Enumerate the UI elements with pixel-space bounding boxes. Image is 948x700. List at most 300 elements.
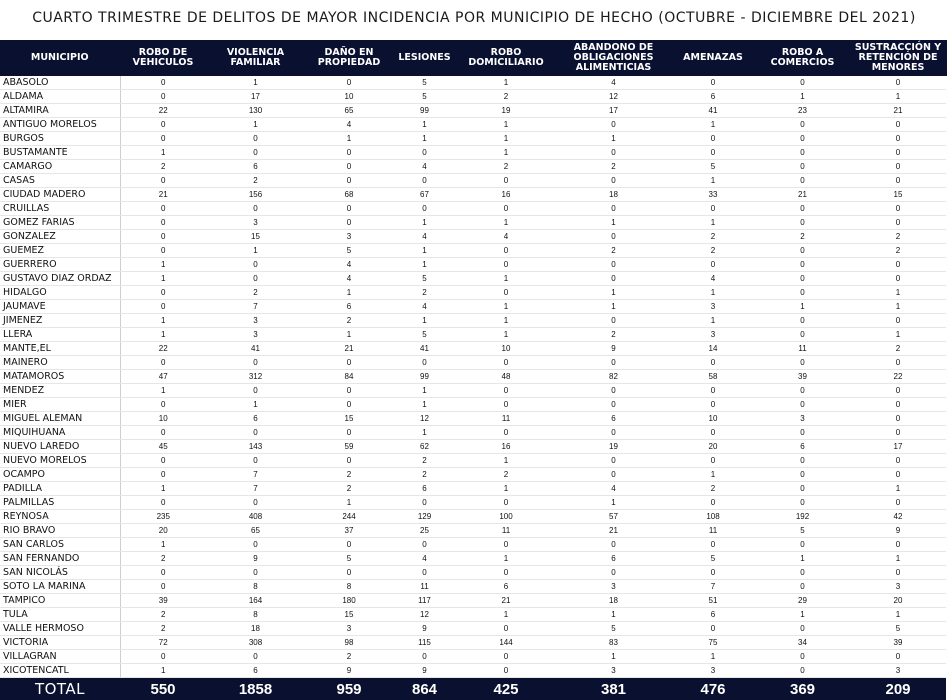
value-cell: 4 bbox=[556, 482, 671, 496]
municipio-cell: SOTO LA MARINA bbox=[0, 580, 120, 594]
value-cell: 2 bbox=[393, 454, 456, 468]
value-cell: 0 bbox=[850, 216, 946, 230]
table-row bbox=[0, 398, 946, 412]
value-cell: 0 bbox=[120, 454, 206, 468]
value-cell: 0 bbox=[456, 566, 556, 580]
value-cell: 7 bbox=[206, 482, 305, 496]
value-cell: 9 bbox=[206, 552, 305, 566]
value-cell: 1 bbox=[850, 90, 946, 104]
value-cell: 129 bbox=[393, 510, 456, 524]
value-cell: 6 bbox=[206, 664, 305, 678]
value-cell: 0 bbox=[755, 258, 850, 272]
total-value: 381 bbox=[556, 678, 671, 700]
value-cell: 16 bbox=[456, 188, 556, 202]
value-cell: 34 bbox=[755, 636, 850, 650]
value-cell: 0 bbox=[556, 314, 671, 328]
value-cell: 0 bbox=[556, 118, 671, 132]
value-cell: 0 bbox=[456, 174, 556, 188]
value-cell: 1 bbox=[120, 482, 206, 496]
value-cell: 0 bbox=[120, 202, 206, 216]
value-cell: 9 bbox=[556, 342, 671, 356]
table-row bbox=[0, 272, 946, 286]
value-cell: 1 bbox=[755, 608, 850, 622]
value-cell: 3 bbox=[671, 300, 755, 314]
value-cell: 99 bbox=[393, 104, 456, 118]
value-cell: 0 bbox=[120, 468, 206, 482]
value-cell: 9 bbox=[393, 664, 456, 678]
value-cell: 25 bbox=[393, 524, 456, 538]
value-cell: 0 bbox=[305, 146, 393, 160]
value-cell: 0 bbox=[556, 468, 671, 482]
value-cell: 115 bbox=[393, 636, 456, 650]
municipio-cell: MIER bbox=[0, 398, 120, 412]
value-cell: 1 bbox=[456, 300, 556, 314]
value-cell: 5 bbox=[305, 552, 393, 566]
value-cell: 2 bbox=[850, 244, 946, 258]
value-cell: 1 bbox=[850, 552, 946, 566]
value-cell: 0 bbox=[120, 230, 206, 244]
header-row bbox=[0, 40, 946, 76]
value-cell: 5 bbox=[393, 90, 456, 104]
value-cell: 19 bbox=[456, 104, 556, 118]
value-cell: 57 bbox=[556, 510, 671, 524]
value-cell: 0 bbox=[671, 76, 755, 90]
value-cell: 1 bbox=[456, 146, 556, 160]
table-row bbox=[0, 202, 946, 216]
value-cell: 39 bbox=[755, 370, 850, 384]
col-header-abandono-obligaciones: ABANDONO DE OBLIGACIONES ALIMENTICIAS bbox=[556, 40, 671, 76]
municipio-cell: VALLE HERMOSO bbox=[0, 622, 120, 636]
value-cell: 5 bbox=[556, 622, 671, 636]
value-cell: 0 bbox=[305, 426, 393, 440]
municipio-cell: HIDALGO bbox=[0, 286, 120, 300]
value-cell: 0 bbox=[393, 650, 456, 664]
value-cell: 29 bbox=[755, 594, 850, 608]
value-cell: 0 bbox=[850, 412, 946, 426]
table-row bbox=[0, 482, 946, 496]
value-cell: 0 bbox=[755, 426, 850, 440]
page-title: CUARTO TRIMESTRE DE DELITOS DE MAYOR INCIDENCIA POR MUNICIPIO DE HECHO (OCTUBRE - DICIEMBRE DEL 2021) bbox=[0, 10, 948, 26]
value-cell: 4 bbox=[671, 272, 755, 286]
value-cell: 10 bbox=[456, 342, 556, 356]
municipio-cell: SAN NICOLÁS bbox=[0, 566, 120, 580]
value-cell: 108 bbox=[671, 510, 755, 524]
value-cell: 0 bbox=[456, 398, 556, 412]
value-cell: 0 bbox=[755, 454, 850, 468]
value-cell: 8 bbox=[305, 580, 393, 594]
value-cell: 1 bbox=[206, 244, 305, 258]
table-row bbox=[0, 356, 946, 370]
value-cell: 1 bbox=[850, 608, 946, 622]
value-cell: 0 bbox=[850, 650, 946, 664]
value-cell: 0 bbox=[206, 454, 305, 468]
value-cell: 2 bbox=[393, 468, 456, 482]
value-cell: 75 bbox=[671, 636, 755, 650]
value-cell: 15 bbox=[206, 230, 305, 244]
value-cell: 10 bbox=[671, 412, 755, 426]
table-row bbox=[0, 132, 946, 146]
municipio-cell: GOMEZ FARIAS bbox=[0, 216, 120, 230]
value-cell: 2 bbox=[206, 174, 305, 188]
value-cell: 0 bbox=[671, 454, 755, 468]
value-cell: 21 bbox=[120, 188, 206, 202]
value-cell: 18 bbox=[556, 188, 671, 202]
value-cell: 21 bbox=[850, 104, 946, 118]
value-cell: 1 bbox=[456, 482, 556, 496]
municipio-cell: LLERA bbox=[0, 328, 120, 342]
value-cell: 0 bbox=[393, 566, 456, 580]
value-cell: 0 bbox=[120, 286, 206, 300]
value-cell: 180 bbox=[305, 594, 393, 608]
value-cell: 0 bbox=[671, 398, 755, 412]
table-row bbox=[0, 216, 946, 230]
value-cell: 1 bbox=[755, 552, 850, 566]
table-row bbox=[0, 524, 946, 538]
value-cell: 3 bbox=[556, 580, 671, 594]
value-cell: 0 bbox=[755, 146, 850, 160]
value-cell: 1 bbox=[556, 300, 671, 314]
value-cell: 39 bbox=[120, 594, 206, 608]
value-cell: 10 bbox=[305, 90, 393, 104]
value-cell: 0 bbox=[671, 132, 755, 146]
value-cell: 0 bbox=[456, 258, 556, 272]
value-cell: 0 bbox=[305, 160, 393, 174]
municipio-cell: MANTE,EL bbox=[0, 342, 120, 356]
value-cell: 22 bbox=[120, 104, 206, 118]
municipio-cell: NUEVO MORELOS bbox=[0, 454, 120, 468]
value-cell: 72 bbox=[120, 636, 206, 650]
table-row bbox=[0, 538, 946, 552]
value-cell: 0 bbox=[120, 76, 206, 90]
value-cell: 0 bbox=[120, 426, 206, 440]
value-cell: 0 bbox=[305, 454, 393, 468]
value-cell: 164 bbox=[206, 594, 305, 608]
value-cell: 0 bbox=[393, 538, 456, 552]
value-cell: 5 bbox=[305, 244, 393, 258]
value-cell: 0 bbox=[120, 132, 206, 146]
value-cell: 0 bbox=[393, 202, 456, 216]
value-cell: 100 bbox=[456, 510, 556, 524]
municipio-cell: SAN FERNANDO bbox=[0, 552, 120, 566]
value-cell: 1 bbox=[393, 384, 456, 398]
value-cell: 4 bbox=[305, 118, 393, 132]
table-row bbox=[0, 146, 946, 160]
value-cell: 0 bbox=[556, 258, 671, 272]
value-cell: 0 bbox=[755, 566, 850, 580]
municipio-cell: GUERRERO bbox=[0, 258, 120, 272]
value-cell: 0 bbox=[206, 356, 305, 370]
table-row bbox=[0, 636, 946, 650]
value-cell: 18 bbox=[556, 594, 671, 608]
municipio-cell: CIUDAD MADERO bbox=[0, 188, 120, 202]
table-row bbox=[0, 300, 946, 314]
value-cell: 1 bbox=[120, 314, 206, 328]
value-cell: 0 bbox=[671, 202, 755, 216]
value-cell: 11 bbox=[671, 524, 755, 538]
value-cell: 0 bbox=[556, 454, 671, 468]
municipio-cell: PADILLA bbox=[0, 482, 120, 496]
table-row bbox=[0, 286, 946, 300]
value-cell: 0 bbox=[755, 174, 850, 188]
value-cell: 51 bbox=[671, 594, 755, 608]
value-cell: 12 bbox=[393, 412, 456, 426]
value-cell: 0 bbox=[206, 272, 305, 286]
value-cell: 0 bbox=[850, 496, 946, 510]
value-cell: 3 bbox=[850, 664, 946, 678]
value-cell: 19 bbox=[556, 440, 671, 454]
value-cell: 0 bbox=[850, 202, 946, 216]
col-header-dano-propiedad: DAÑO EN PROPIEDAD bbox=[305, 40, 393, 76]
value-cell: 0 bbox=[456, 622, 556, 636]
value-cell: 0 bbox=[206, 426, 305, 440]
value-cell: 21 bbox=[556, 524, 671, 538]
value-cell: 1 bbox=[456, 454, 556, 468]
table-row bbox=[0, 188, 946, 202]
value-cell: 0 bbox=[206, 496, 305, 510]
value-cell: 2 bbox=[206, 286, 305, 300]
value-cell: 22 bbox=[120, 342, 206, 356]
totals-row bbox=[0, 678, 946, 700]
municipio-cell: XICOTENCATL bbox=[0, 664, 120, 678]
value-cell: 98 bbox=[305, 636, 393, 650]
value-cell: 6 bbox=[206, 412, 305, 426]
value-cell: 0 bbox=[120, 216, 206, 230]
value-cell: 0 bbox=[206, 650, 305, 664]
table-row bbox=[0, 118, 946, 132]
value-cell: 1 bbox=[755, 90, 850, 104]
value-cell: 1 bbox=[393, 216, 456, 230]
value-cell: 65 bbox=[206, 524, 305, 538]
value-cell: 1 bbox=[206, 76, 305, 90]
value-cell: 21 bbox=[305, 342, 393, 356]
value-cell: 0 bbox=[120, 580, 206, 594]
value-cell: 10 bbox=[120, 412, 206, 426]
table-row bbox=[0, 468, 946, 482]
value-cell: 1 bbox=[456, 118, 556, 132]
value-cell: 3 bbox=[850, 580, 946, 594]
value-cell: 12 bbox=[556, 90, 671, 104]
value-cell: 0 bbox=[206, 538, 305, 552]
table-row bbox=[0, 104, 946, 118]
value-cell: 22 bbox=[850, 370, 946, 384]
municipio-cell: ANTIGUO MORELOS bbox=[0, 118, 120, 132]
value-cell: 0 bbox=[456, 664, 556, 678]
municipio-cell: MIQUIHUANA bbox=[0, 426, 120, 440]
value-cell: 1 bbox=[850, 300, 946, 314]
value-cell: 2 bbox=[456, 468, 556, 482]
value-cell: 6 bbox=[556, 412, 671, 426]
municipio-cell: MENDEZ bbox=[0, 384, 120, 398]
value-cell: 0 bbox=[120, 398, 206, 412]
value-cell: 1 bbox=[556, 132, 671, 146]
municipio-cell: CRUILLAS bbox=[0, 202, 120, 216]
table-row bbox=[0, 76, 946, 90]
value-cell: 0 bbox=[755, 468, 850, 482]
value-cell: 1 bbox=[456, 552, 556, 566]
value-cell: 17 bbox=[206, 90, 305, 104]
total-value: 476 bbox=[671, 678, 755, 700]
value-cell: 2 bbox=[305, 482, 393, 496]
value-cell: 5 bbox=[393, 272, 456, 286]
value-cell: 0 bbox=[755, 398, 850, 412]
municipio-cell: TAMPICO bbox=[0, 594, 120, 608]
total-value: 959 bbox=[305, 678, 393, 700]
total-value: 1858 bbox=[206, 678, 305, 700]
table-body bbox=[0, 76, 946, 678]
value-cell: 0 bbox=[456, 650, 556, 664]
table-row bbox=[0, 552, 946, 566]
table-row bbox=[0, 412, 946, 426]
value-cell: 0 bbox=[755, 272, 850, 286]
value-cell: 1 bbox=[456, 608, 556, 622]
table-row bbox=[0, 342, 946, 356]
col-header-violencia-familiar: VIOLENCIA FAMILIAR bbox=[206, 40, 305, 76]
municipio-cell: GONZALEZ bbox=[0, 230, 120, 244]
table-row bbox=[0, 580, 946, 594]
value-cell: 312 bbox=[206, 370, 305, 384]
value-cell: 21 bbox=[456, 594, 556, 608]
municipio-cell: GUSTAVO DIAZ ORDAZ bbox=[0, 272, 120, 286]
value-cell: 0 bbox=[850, 132, 946, 146]
value-cell: 58 bbox=[671, 370, 755, 384]
value-cell: 0 bbox=[393, 356, 456, 370]
table-row bbox=[0, 440, 946, 454]
value-cell: 192 bbox=[755, 510, 850, 524]
value-cell: 2 bbox=[850, 230, 946, 244]
value-cell: 4 bbox=[305, 272, 393, 286]
table-row bbox=[0, 426, 946, 440]
value-cell: 2 bbox=[671, 230, 755, 244]
table-row bbox=[0, 328, 946, 342]
value-cell: 1 bbox=[120, 272, 206, 286]
value-cell: 0 bbox=[755, 580, 850, 594]
value-cell: 0 bbox=[755, 314, 850, 328]
value-cell: 2 bbox=[305, 468, 393, 482]
value-cell: 0 bbox=[206, 146, 305, 160]
col-header-robo-comercios: ROBO A COMERCIOS bbox=[755, 40, 850, 76]
value-cell: 0 bbox=[755, 216, 850, 230]
value-cell: 1 bbox=[850, 286, 946, 300]
value-cell: 2 bbox=[556, 328, 671, 342]
value-cell: 4 bbox=[393, 552, 456, 566]
value-cell: 0 bbox=[850, 468, 946, 482]
value-cell: 0 bbox=[755, 202, 850, 216]
table-row bbox=[0, 622, 946, 636]
value-cell: 4 bbox=[393, 160, 456, 174]
municipio-cell: BURGOS bbox=[0, 132, 120, 146]
value-cell: 1 bbox=[120, 384, 206, 398]
value-cell: 3 bbox=[755, 412, 850, 426]
table-row bbox=[0, 664, 946, 678]
table-row bbox=[0, 384, 946, 398]
value-cell: 11 bbox=[755, 342, 850, 356]
col-header-municipio: MUNICIPIO bbox=[0, 40, 120, 76]
value-cell: 0 bbox=[850, 118, 946, 132]
value-cell: 0 bbox=[850, 146, 946, 160]
value-cell: 1 bbox=[671, 174, 755, 188]
value-cell: 0 bbox=[850, 258, 946, 272]
value-cell: 4 bbox=[556, 76, 671, 90]
value-cell: 408 bbox=[206, 510, 305, 524]
value-cell: 18 bbox=[206, 622, 305, 636]
value-cell: 1 bbox=[305, 132, 393, 146]
value-cell: 0 bbox=[393, 146, 456, 160]
col-header-amenazas: AMENAZAS bbox=[671, 40, 755, 76]
municipio-cell: ABASOLO bbox=[0, 76, 120, 90]
value-cell: 1 bbox=[393, 132, 456, 146]
value-cell: 0 bbox=[120, 650, 206, 664]
value-cell: 0 bbox=[206, 258, 305, 272]
value-cell: 0 bbox=[556, 384, 671, 398]
value-cell: 0 bbox=[206, 202, 305, 216]
value-cell: 33 bbox=[671, 188, 755, 202]
value-cell: 0 bbox=[305, 76, 393, 90]
value-cell: 0 bbox=[206, 566, 305, 580]
value-cell: 83 bbox=[556, 636, 671, 650]
value-cell: 5 bbox=[755, 524, 850, 538]
value-cell: 3 bbox=[671, 328, 755, 342]
value-cell: 0 bbox=[755, 664, 850, 678]
value-cell: 65 bbox=[305, 104, 393, 118]
value-cell: 144 bbox=[456, 636, 556, 650]
value-cell: 1 bbox=[556, 650, 671, 664]
value-cell: 0 bbox=[305, 398, 393, 412]
value-cell: 0 bbox=[120, 244, 206, 258]
value-cell: 308 bbox=[206, 636, 305, 650]
value-cell: 0 bbox=[755, 496, 850, 510]
value-cell: 3 bbox=[206, 216, 305, 230]
value-cell: 0 bbox=[671, 622, 755, 636]
value-cell: 2 bbox=[556, 160, 671, 174]
value-cell: 20 bbox=[120, 524, 206, 538]
value-cell: 1 bbox=[755, 300, 850, 314]
value-cell: 1 bbox=[206, 398, 305, 412]
value-cell: 1 bbox=[305, 328, 393, 342]
value-cell: 0 bbox=[755, 356, 850, 370]
value-cell: 0 bbox=[671, 356, 755, 370]
value-cell: 67 bbox=[393, 188, 456, 202]
value-cell: 0 bbox=[120, 174, 206, 188]
value-cell: 15 bbox=[305, 608, 393, 622]
value-cell: 0 bbox=[755, 384, 850, 398]
value-cell: 2 bbox=[120, 622, 206, 636]
value-cell: 1 bbox=[206, 118, 305, 132]
value-cell: 1 bbox=[393, 314, 456, 328]
value-cell: 0 bbox=[305, 566, 393, 580]
value-cell: 0 bbox=[120, 300, 206, 314]
value-cell: 0 bbox=[305, 216, 393, 230]
value-cell: 17 bbox=[850, 440, 946, 454]
value-cell: 99 bbox=[393, 370, 456, 384]
value-cell: 1 bbox=[671, 314, 755, 328]
municipio-cell: MIGUEL ALEMAN bbox=[0, 412, 120, 426]
value-cell: 0 bbox=[671, 566, 755, 580]
total-value: 369 bbox=[755, 678, 850, 700]
municipio-cell: PALMILLAS bbox=[0, 496, 120, 510]
value-cell: 0 bbox=[456, 426, 556, 440]
value-cell: 0 bbox=[671, 538, 755, 552]
value-cell: 45 bbox=[120, 440, 206, 454]
value-cell: 5 bbox=[393, 76, 456, 90]
value-cell: 68 bbox=[305, 188, 393, 202]
value-cell: 6 bbox=[305, 300, 393, 314]
value-cell: 12 bbox=[393, 608, 456, 622]
value-cell: 15 bbox=[305, 412, 393, 426]
value-cell: 0 bbox=[305, 202, 393, 216]
total-value: 209 bbox=[850, 678, 946, 700]
value-cell: 2 bbox=[556, 244, 671, 258]
municipio-cell: ALDAMA bbox=[0, 90, 120, 104]
